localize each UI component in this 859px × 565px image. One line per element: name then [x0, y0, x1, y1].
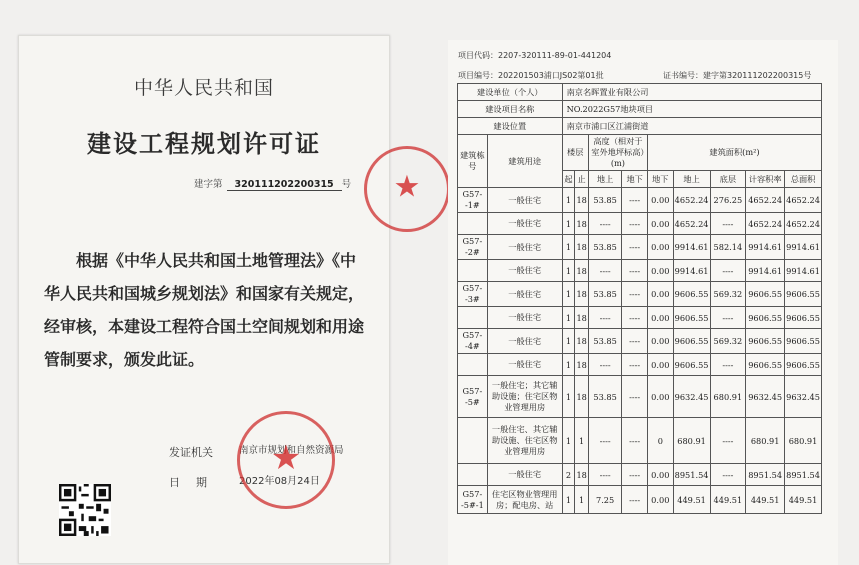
cell-t: 18 [575, 354, 588, 376]
official-seal-top [364, 146, 450, 232]
seal-star-icon: ★ [393, 169, 421, 205]
cert-no-value: 320111202200315 [227, 179, 342, 191]
cell-total: 9914.61 [785, 260, 822, 282]
cell-use: 一般住宅 [487, 282, 562, 307]
issuer-name: 南京市规划和自然资源局 [239, 445, 344, 456]
cell-ab: 0.00 [647, 260, 673, 282]
cell-building [458, 418, 488, 464]
cell-total: 9914.61 [785, 235, 822, 260]
issuer-label: 发证机关 [169, 446, 213, 459]
cell-total: 9606.55 [785, 282, 822, 307]
building-table [457, 83, 822, 514]
cell-building [458, 464, 488, 486]
cell-aa: 9606.55 [673, 354, 710, 376]
cell-calc: 8951.54 [746, 464, 785, 486]
col-header-area-below: 地下 [647, 171, 673, 188]
cell-t: 18 [575, 260, 588, 282]
project-number: 项目编号：202201503浦口JS02第01批 [458, 71, 604, 80]
cell-aa: 680.91 [673, 418, 710, 464]
cell-ha: 53.85 [588, 329, 622, 354]
cell-calc: 9606.55 [746, 307, 785, 329]
cell-base: ---- [710, 213, 746, 235]
cell-hb: ---- [622, 464, 648, 486]
cell-t: 18 [575, 464, 588, 486]
col-header-floors: 楼层 [562, 135, 588, 171]
cell-f: 1 [562, 329, 575, 354]
cell-hb: ---- [622, 486, 648, 514]
cell-aa: 9606.55 [673, 282, 710, 307]
certificate-body [44, 244, 379, 376]
cell-building [458, 307, 488, 329]
cell-aa: 449.51 [673, 486, 710, 514]
cell-t: 1 [575, 418, 588, 464]
cell-building [458, 213, 488, 235]
col-header-area-above: 地上 [673, 171, 710, 188]
cell-ha: 53.85 [588, 282, 622, 307]
cell-use: 一般住宅 [487, 213, 562, 235]
cell-t: 1 [575, 486, 588, 514]
country-name: 中华人民共和国 [133, 77, 274, 99]
cell-building: G57--4# [458, 329, 488, 354]
cell-calc: 449.51 [746, 486, 785, 514]
cell-f: 1 [562, 282, 575, 307]
cell-building: G57--3# [458, 282, 488, 307]
header-row [458, 135, 822, 171]
cell-ab: 0.00 [647, 376, 673, 418]
cell-aa: 9914.61 [673, 260, 710, 282]
cell-total: 4652.24 [785, 188, 822, 213]
cell-use: 一般住宅 [487, 188, 562, 213]
info-value: 南京市浦口区江浦街道 [562, 118, 821, 135]
cell-ab: 0.00 [647, 307, 673, 329]
cell-use: 一般住宅 [487, 260, 562, 282]
cell-use: 一般住宅 [487, 464, 562, 486]
cell-hb: ---- [622, 260, 648, 282]
cell-aa: 9632.45 [673, 376, 710, 418]
cell-calc: 9632.45 [746, 376, 785, 418]
cert-no-suffix: 号 [341, 179, 352, 190]
cell-ha: 53.85 [588, 376, 622, 418]
col-header-use: 建筑用途 [487, 135, 562, 188]
cell-f: 1 [562, 376, 575, 418]
cell-calc: 4652.24 [746, 213, 785, 235]
table-row [458, 235, 822, 260]
info-row [458, 118, 822, 135]
cell-calc: 680.91 [746, 418, 785, 464]
cell-building: G57--5#-1 [458, 486, 488, 514]
cell-calc: 9914.61 [746, 260, 785, 282]
cell-base: 276.25 [710, 188, 746, 213]
cell-calc: 4652.24 [746, 188, 785, 213]
table-row [458, 213, 822, 235]
cell-base: ---- [710, 260, 746, 282]
col-header-height-above: 地上 [588, 171, 622, 188]
cell-total: 9632.45 [785, 376, 822, 418]
col-header-area-calc: 计容积率 [746, 171, 785, 188]
cell-base: 569.32 [710, 282, 746, 307]
info-row [458, 84, 822, 101]
cell-ha: ---- [588, 464, 622, 486]
cell-ab: 0.00 [647, 213, 673, 235]
cell-ab: 0.00 [647, 329, 673, 354]
cell-f: 1 [562, 260, 575, 282]
cell-t: 18 [575, 307, 588, 329]
cell-building: G57--2# [458, 235, 488, 260]
col-header-height-below: 地下 [622, 171, 648, 188]
cell-ha: ---- [588, 354, 622, 376]
cell-aa: 4652.24 [673, 213, 710, 235]
cell-t: 18 [575, 188, 588, 213]
col-header-area: 建筑面积(m²) [647, 135, 821, 171]
info-value: 南京名晖置业有限公司 [562, 84, 821, 101]
cell-f: 2 [562, 464, 575, 486]
cell-hb: ---- [622, 418, 648, 464]
info-row [458, 101, 822, 118]
official-seal-bottom [237, 411, 335, 509]
cell-aa: 9606.55 [673, 307, 710, 329]
cert-no-label: 建字第 [194, 179, 223, 190]
cell-aa: 9914.61 [673, 235, 710, 260]
cell-hb: ---- [622, 282, 648, 307]
cell-f: 1 [562, 188, 575, 213]
cell-use: 一般住宅 [487, 235, 562, 260]
table-row [458, 307, 822, 329]
table-row [458, 188, 822, 213]
body-line: 根据《中华人民共和国土地管理法》《中 [76, 251, 357, 270]
cell-use: 一般住宅 [487, 329, 562, 354]
cell-hb: ---- [622, 213, 648, 235]
cell-base: ---- [710, 464, 746, 486]
cell-ab: 0.00 [647, 464, 673, 486]
cell-hb: ---- [622, 235, 648, 260]
info-label: 建设位置 [458, 118, 563, 135]
certificate-page [18, 35, 421, 564]
date-label: 日期 [169, 476, 223, 489]
table-row [458, 464, 822, 486]
table-row [458, 329, 822, 354]
cell-hb: ---- [622, 188, 648, 213]
table-row [458, 282, 822, 307]
col-header-to: 止 [575, 171, 588, 188]
certificate-reference: 证书编号：建字第320111202200315号 [663, 71, 812, 80]
cell-hb: ---- [622, 329, 648, 354]
col-header-area-total: 总面积 [785, 171, 822, 188]
cell-f: 1 [562, 418, 575, 464]
table-row [458, 418, 822, 464]
cell-base: 582.14 [710, 235, 746, 260]
cell-ha: ---- [588, 418, 622, 464]
cell-f: 1 [562, 213, 575, 235]
cell-ab: 0.00 [647, 282, 673, 307]
cell-calc: 9606.55 [746, 329, 785, 354]
cell-base: 680.91 [710, 376, 746, 418]
info-label: 建设单位（个人） [458, 84, 563, 101]
cell-ab: 0.00 [647, 486, 673, 514]
table-row [458, 354, 822, 376]
cell-f: 1 [562, 235, 575, 260]
table-row [458, 260, 822, 282]
cell-t: 18 [575, 282, 588, 307]
cell-ha: 53.85 [588, 188, 622, 213]
cell-aa: 8951.54 [673, 464, 710, 486]
cell-base: ---- [710, 418, 746, 464]
col-header-area-base: 底层 [710, 171, 746, 188]
table-row [458, 376, 822, 418]
cell-hb: ---- [622, 354, 648, 376]
cell-aa: 9606.55 [673, 329, 710, 354]
cell-ha: ---- [588, 260, 622, 282]
cell-use: 住宅区物业管理用房；配电房、站 [487, 486, 562, 514]
cell-t: 18 [575, 329, 588, 354]
cell-ha: ---- [588, 307, 622, 329]
certificate-number [194, 176, 351, 191]
cell-total: 9606.55 [785, 307, 822, 329]
cell-ab: 0 [647, 418, 673, 464]
col-header-from: 起 [562, 171, 575, 188]
cell-total: 449.51 [785, 486, 822, 514]
project-code: 项目代码：2207-320111-89-01-441204 [458, 51, 612, 60]
cell-building [458, 354, 488, 376]
col-header-height: 高度（相对于室外地坪标高）(m) [588, 135, 647, 171]
certificate-title: 建设工程规划许可证 [87, 130, 321, 158]
cell-total: 680.91 [785, 418, 822, 464]
cell-calc: 9914.61 [746, 235, 785, 260]
cell-hb: ---- [622, 376, 648, 418]
cell-ab: 0.00 [647, 188, 673, 213]
cell-calc: 9606.55 [746, 354, 785, 376]
col-header-building: 建筑栋号 [458, 135, 488, 188]
cell-total: 8951.54 [785, 464, 822, 486]
cell-t: 18 [575, 235, 588, 260]
cell-use: 一般住宅、其它辅助设施、住宅区物业管理用房 [487, 418, 562, 464]
cell-hb: ---- [622, 307, 648, 329]
cell-ha: ---- [588, 213, 622, 235]
cell-base: ---- [710, 307, 746, 329]
qr-code-icon [59, 484, 111, 536]
cell-aa: 4652.24 [673, 188, 710, 213]
info-value: NO.2022G57地块项目 [562, 101, 821, 118]
cell-ha: 53.85 [588, 235, 622, 260]
table-row [458, 486, 822, 514]
cell-t: 18 [575, 376, 588, 418]
cell-total: 9606.55 [785, 329, 822, 354]
cell-building: G57--1# [458, 188, 488, 213]
cell-use: 一般住宅 [487, 307, 562, 329]
cell-building [458, 260, 488, 282]
cell-calc: 9606.55 [746, 282, 785, 307]
cell-building: G57--5# [458, 376, 488, 418]
seal-star-icon: ★ [270, 438, 302, 479]
cell-f: 1 [562, 307, 575, 329]
cell-ab: 0.00 [647, 235, 673, 260]
cell-f: 1 [562, 486, 575, 514]
cell-base: 569.32 [710, 329, 746, 354]
cell-base: ---- [710, 354, 746, 376]
cell-use: 一般住宅；其它辅助设施；住宅区物业管理用房 [487, 376, 562, 418]
issue-date: 2022年08月24日 [239, 476, 320, 487]
cell-total: 4652.24 [785, 213, 822, 235]
cell-ab: 0.00 [647, 354, 673, 376]
body-line: 管制要求，颁发此证。 [44, 350, 205, 369]
cell-f: 1 [562, 354, 575, 376]
cell-total: 9606.55 [785, 354, 822, 376]
info-label: 建设项目名称 [458, 101, 563, 118]
cell-t: 18 [575, 213, 588, 235]
body-line: 华人民共和国城乡规划法》和国家有关规定， [44, 284, 365, 303]
body-line: 经审核，本建设工程符合国土空间规划和用途 [44, 317, 365, 336]
cell-use: 一般住宅 [487, 354, 562, 376]
cell-base: 449.51 [710, 486, 746, 514]
cell-ha: 7.25 [588, 486, 622, 514]
